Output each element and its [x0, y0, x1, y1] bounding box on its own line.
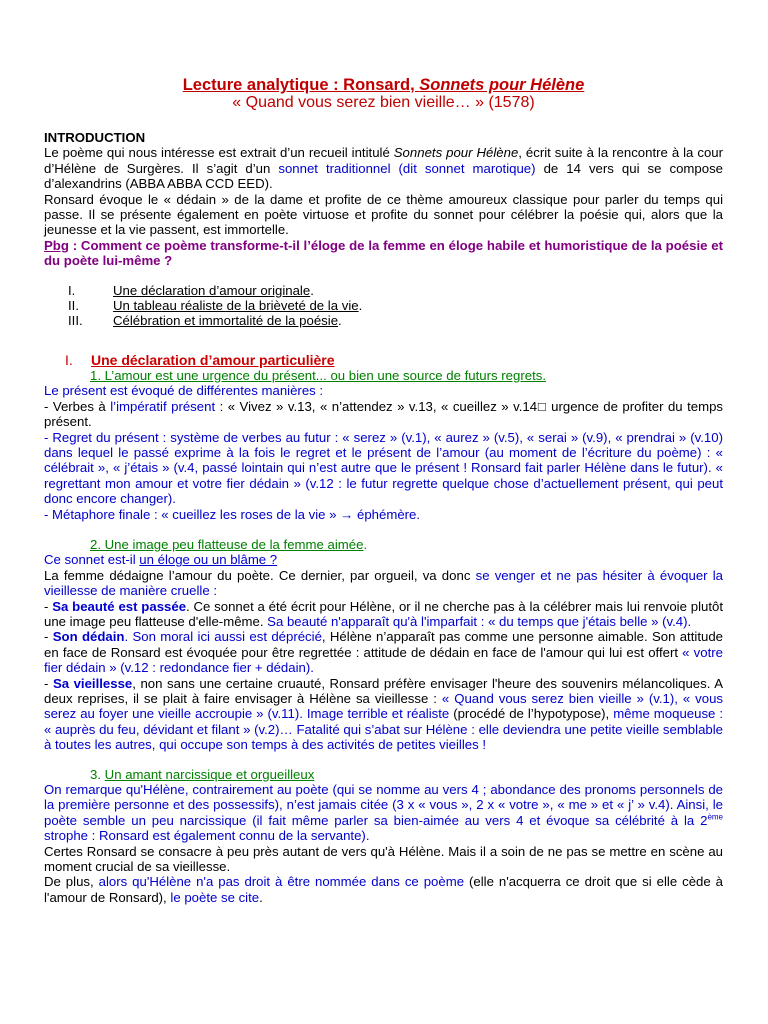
- section-2-bullet-disdain: - Son dédain. Son moral ici aussi est déprécié, Hélène n’apparaît pas comme une personne aimable. Son attitude en face de Ronsard est évoquée pour être regrettée : attitude de dédain en face de l'amour qui lui est offert « votre fier dédain » (v.12 : redondance fier + dédain).: [44, 629, 723, 676]
- intro-heading: INTRODUCTION: [44, 130, 146, 145]
- plan-item: III. Célébration et immortalité de la poésie.: [68, 313, 342, 329]
- section-3-paragraph-2: Certes Ronsard se consacre à peu près autant de vers qu'à Hélène. Mais il a soin de ne pas se mettre en scène au moment crucial de sa vieillesse.: [44, 843, 723, 875]
- title-main: Lecture analytique : Ronsard,: [182, 76, 420, 94]
- section-3-title: 3. Un amant narcissique et orgueilleux: [90, 766, 315, 782]
- page-subtitle: « Quand vous serez bien vieille… » (1578): [232, 94, 535, 111]
- plan-list: [68, 283, 723, 329]
- section-1-line-1: Le présent est évoqué de différentes manières :: [44, 383, 324, 399]
- page-title: [44, 76, 723, 94]
- document-content: [44, 76, 723, 905]
- section-2-title: 2. Une image peu flatteuse de la femme aimée.: [90, 536, 368, 552]
- title-work: Sonnets pour Hélène: [419, 76, 585, 94]
- section-1-line-3: - Regret du présent : système de verbes au futur : « serez » (v.1), « aurez » (v.5), « serai » (v.9), « prendrai » (v.10) dans lequel le passé exprime à la fois le regret et le présent de l’amour (au moment de l’écriture du poème) : « célébrait », « j’étais » (v.4, passé lointain qui n’est autre que le présent ! Ronsard fait parler Hélène dans le futur). « regrettant mon amour et votre fier dédain » (v.12 : le futur regrette quelque chose d’actuellement présent, qui peut donc encore changer).: [44, 429, 723, 507]
- section-2-paragraph: La femme dédaigne l’amour du poète. Ce dernier, par orgueil, va donc se venger et ne pas hésiter à évoquer la vieillesse de manière cruelle :: [44, 567, 724, 599]
- plan-item: II. Un tableau réaliste de la brièveté de la vie.: [68, 298, 363, 314]
- section-3-paragraph-1: On remarque qu'Hélène, contrairement au poète (qui se nomme au vers 4 ; abondance des pronoms personnels de la première personne et des possessifs), n’est jamais citée (3 x « vous », 2 x « votre », « me » et « j’ » v.4). Ainsi, le poète semble un peu narcissique (il fait même parler sa bien-aimée au vers 4 et évoque sa célébrité à la 2ème strophe : Ronsard est également connu de la servante).: [44, 782, 723, 844]
- intro-paragraph-2: Ronsard évoque le « dédain » de la dame et profite de ce thème amoureux classique pour parler du temps qui passe. Il se présente également en poète virtuose et profite du sonnet pour célébrer la poésie qui, alors que la jeunesse et la vie passent, est immortelle.: [44, 191, 723, 238]
- section-2-bullet-old-age: - Sa vieillesse, non sans une certaine cruauté, Ronsard préfère envisager l'heure des souvenirs mélancoliques. A deux reprises, il se plait à faire envisager à Hélène sa vieillesse : « Quand vous serez bien vieille » (v.1), « vous serez au foyer une vieille accroupie » (v.11). Image terrible et réaliste (procédé de l’hypotypose), même moqueuse : « auprès du feu, dévidant et filant » (v.2)… Fatalité qui s’abat sur Hélène : elle deviendra une petite vieille semblable à toutes les autres, qui occupe son temps à des activités de petites vieilles !: [44, 675, 724, 753]
- section-1-line-2: - Verbes à l’impératif présent : « Vivez » v.13, « n’attendez » v.13, « cueillez » v.14□ urgence de profiter du temps présent.: [44, 398, 724, 430]
- section-2-question: Ce sonnet est-il un éloge ou un blâme ?: [44, 552, 278, 568]
- arrow-icon: □: [537, 398, 547, 414]
- section-1-line-4: - Métaphore finale : « cueillez les roses de la vie » → éphémère.: [44, 506, 421, 522]
- section-1-title: 1. L’amour est une urgence du présent... ou bien une source de futurs regrets.: [90, 367, 546, 383]
- section-2-bullet-beauty: - Sa beauté est passée. Ce sonnet a été écrit pour Hélène, or il ne cherche pas à la célébrer mais lui renvoie plutôt une image peu flatteuse d'elle-même. Sa beauté n'apparaît qu'à l'imparfait : « du temps que j'étais belle » (v.4).: [44, 598, 723, 629]
- problematique: Pbg : Comment ce poème transforme-t-il l’éloge de la femme en éloge habile et humoristique de la poésie et du poète lui-même ?: [44, 237, 723, 269]
- section-3-paragraph-3: De plus, alors qu'Hélène n'a pas droit à être nommée dans ce poème (elle n'acquerra ce droit que si elle cède à l'amour de Ronsard), le poète se cite.: [44, 874, 723, 905]
- intro-paragraph-1: Le poème qui nous intéresse est extrait d’un recueil intitulé Sonnets pour Hélène, écrit suite à la rencontre à la cour d’Hélène de Surgères. Il s’agit d’un sonnet traditionnel (dit sonnet marotique) de 14 vers qui se compose d’alexandrins (ABBA ABBA CCD EED).: [44, 145, 724, 192]
- plan-item: I. Une déclaration d’amour originale.: [68, 282, 314, 298]
- part-1-title: I. Une déclaration d’amour particulière: [65, 351, 335, 368]
